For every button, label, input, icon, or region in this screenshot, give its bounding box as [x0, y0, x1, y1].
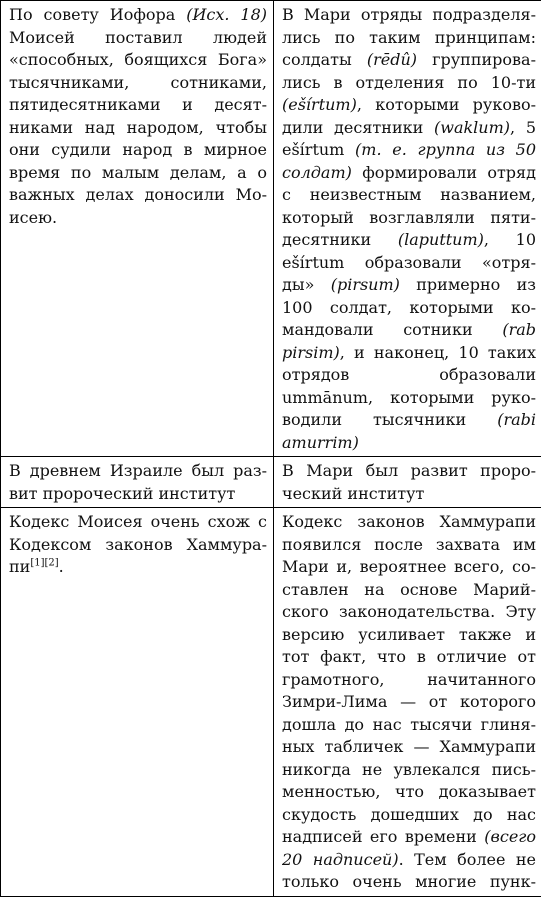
table-body: [1, 1, 541, 897]
text-segment: В Мари отряды подразделя-: [282, 5, 536, 24]
text-segment: дили десятники: [282, 118, 434, 137]
text-segment: никами над народом, чтобы: [9, 118, 267, 137]
text-segment: , и наконец, 10 таких: [340, 343, 536, 362]
text-segment: никогда не увлекался пись-: [282, 760, 536, 779]
text-segment: который возглавляли пяти-: [282, 208, 536, 227]
text-line: [282, 871, 536, 894]
text-line: [282, 759, 536, 782]
text-line: [282, 342, 536, 365]
text-line: [282, 579, 536, 602]
text-line: [282, 534, 536, 557]
footnote-ref[interactable]: [1][2]: [30, 558, 58, 569]
italic-text: солдат): [282, 163, 352, 182]
text-line: [282, 511, 536, 534]
text-line: [282, 184, 536, 207]
text-segment: .: [59, 557, 64, 576]
text-segment: десятники: [282, 230, 398, 249]
text-segment: тысячниками, сотниками,: [9, 73, 267, 92]
text-line: [282, 781, 536, 804]
text-line: [9, 184, 267, 207]
italic-text: (т. е. группа из 50: [355, 140, 536, 159]
text-segment: солдаты: [282, 50, 367, 69]
table-row-prophecy: [1, 457, 541, 508]
text-segment: дошла до нас тысячи глиня-: [282, 715, 536, 734]
text-line: [282, 162, 536, 185]
text-segment: , 10: [484, 230, 536, 249]
cell-mari-prophecy: [274, 457, 541, 508]
text-segment: Кодекс законов Хаммурапи: [282, 512, 536, 531]
italic-text: (pirsum): [331, 275, 400, 294]
text-segment: формировали отряд: [352, 163, 536, 182]
text-line: [282, 139, 536, 162]
text-line: [282, 72, 536, 95]
text-line: [9, 460, 267, 483]
text-segment: мандовали сотники: [282, 320, 502, 339]
text-line: [282, 94, 536, 117]
table-row-code: [1, 508, 541, 897]
text-segment: Кодексом законов Хаммура-: [9, 535, 267, 554]
text-segment: менностью, что доказывает: [282, 782, 536, 801]
text-segment: Моисей поставил людей: [9, 28, 267, 47]
text-line: [282, 601, 536, 624]
text-line: [282, 319, 536, 342]
text-segment: примерно из: [400, 275, 536, 294]
text-line: [9, 72, 267, 95]
text-segment: ского законодательства. Эту: [282, 602, 536, 621]
italic-text: amurrim): [282, 433, 359, 452]
text-segment: исею.: [9, 208, 57, 227]
text-segment: важных делах доносили Мо-: [9, 185, 267, 204]
text-segment: пи: [9, 557, 30, 576]
cell-israel-army: [1, 1, 274, 457]
text-line: [282, 432, 536, 455]
text-line: [9, 483, 267, 506]
italic-text: (waklum): [434, 118, 510, 137]
text-line: [282, 229, 536, 252]
text-line: [9, 556, 267, 579]
text-segment: . Тем более не: [399, 850, 536, 869]
cell-moses-code: [1, 508, 274, 897]
text-segment: надписей его времени: [282, 827, 484, 846]
text-segment: отрядов образовали: [282, 365, 536, 384]
text-segment: версию усиливает также и: [282, 625, 536, 644]
italic-text: (Исх. 18): [186, 5, 267, 24]
text-line: [9, 94, 267, 117]
text-line: [282, 669, 536, 692]
text-line: [282, 736, 536, 759]
text-line: [282, 252, 536, 275]
text-segment: с неизвестным названием,: [282, 185, 536, 204]
italic-text: (laputtum): [398, 230, 484, 249]
cell-israel-prophecy: [1, 457, 274, 508]
text-segment: ды»: [282, 275, 331, 294]
text-line: [282, 4, 536, 27]
cell-mari-army: [274, 1, 541, 457]
text-line: [9, 117, 267, 140]
text-segment: лись по таким принципам:: [282, 28, 536, 47]
text-segment: Мари и, вероятнее всего, со-: [282, 557, 536, 576]
text-segment: По совету Иофора: [9, 5, 186, 24]
text-segment: В древнем Израиле был раз-: [9, 461, 267, 480]
text-segment: ставлен на основе Марий-: [282, 580, 536, 599]
text-segment: ных табличек — Хаммурапи: [282, 737, 536, 756]
text-segment: «способных, боящихся Бога»: [9, 50, 267, 69]
text-line: [282, 117, 536, 140]
text-segment: , которыми руково-: [357, 95, 536, 114]
text-line: [282, 624, 536, 647]
text-line: [282, 27, 536, 50]
text-line: [9, 139, 267, 162]
text-line: [9, 4, 267, 27]
text-segment: грамотного, начитанного: [282, 670, 536, 689]
italic-text: 20 надписей): [282, 850, 399, 869]
italic-text: (всего: [484, 827, 536, 846]
text-line: [282, 460, 536, 483]
text-segment: ešírtum: [282, 140, 355, 159]
text-line: [282, 207, 536, 230]
text-segment: ummānum, которыми руко-: [282, 388, 536, 407]
text-line: [282, 274, 536, 297]
text-line: [282, 409, 536, 432]
text-line: [9, 207, 267, 230]
text-segment: группирова-: [417, 50, 536, 69]
text-segment: лись в отделения по 10-ти: [282, 73, 536, 92]
text-segment: они судили народ в мирное: [9, 140, 267, 159]
text-line: [282, 483, 536, 506]
text-segment: 100 солдат, которыми ко-: [282, 298, 536, 317]
italic-text: (rab: [502, 320, 536, 339]
text-segment: скудость дошедших до нас: [282, 805, 536, 824]
table-row-army: [1, 1, 541, 457]
italic-text: (ešírtum): [282, 95, 357, 114]
text-segment: Зимри-Лима — от которого: [282, 692, 536, 711]
text-line: [9, 511, 267, 534]
text-line: [282, 49, 536, 72]
text-line: [282, 556, 536, 579]
text-line: [282, 804, 536, 827]
text-line: [282, 364, 536, 387]
text-line: [282, 826, 536, 849]
text-line: [9, 49, 267, 72]
text-line: [282, 691, 536, 714]
text-line: [282, 387, 536, 410]
text-segment: водили тысячники: [282, 410, 497, 429]
italic-text: (rabi: [497, 410, 536, 429]
text-segment: ческий институт: [282, 484, 424, 503]
text-segment: В Мари был развит проро-: [282, 461, 536, 480]
text-segment: только очень многие пунк-: [282, 872, 536, 891]
text-segment: ešírtum образовали «отря-: [282, 253, 536, 272]
text-line: [9, 162, 267, 185]
text-line: [9, 27, 267, 50]
text-segment: тот факт, что в отличие от: [282, 647, 536, 666]
text-segment: Кодекс Моисея очень схож с: [9, 512, 267, 531]
italic-text: (rēdû): [367, 50, 417, 69]
italic-text: pirsim): [282, 343, 340, 362]
text-line: [282, 297, 536, 320]
text-segment: время по малым делам, а о: [9, 163, 267, 182]
text-segment: пятидесятниками и десят-: [9, 95, 267, 114]
text-segment: вит пророческий институт: [9, 484, 235, 503]
text-line: [9, 534, 267, 557]
cell-hammurabi-code: [274, 508, 541, 897]
text-segment: появился после захвата им: [282, 535, 536, 554]
text-segment: , 5: [510, 118, 536, 137]
text-line: [282, 646, 536, 669]
text-line: [282, 714, 536, 737]
